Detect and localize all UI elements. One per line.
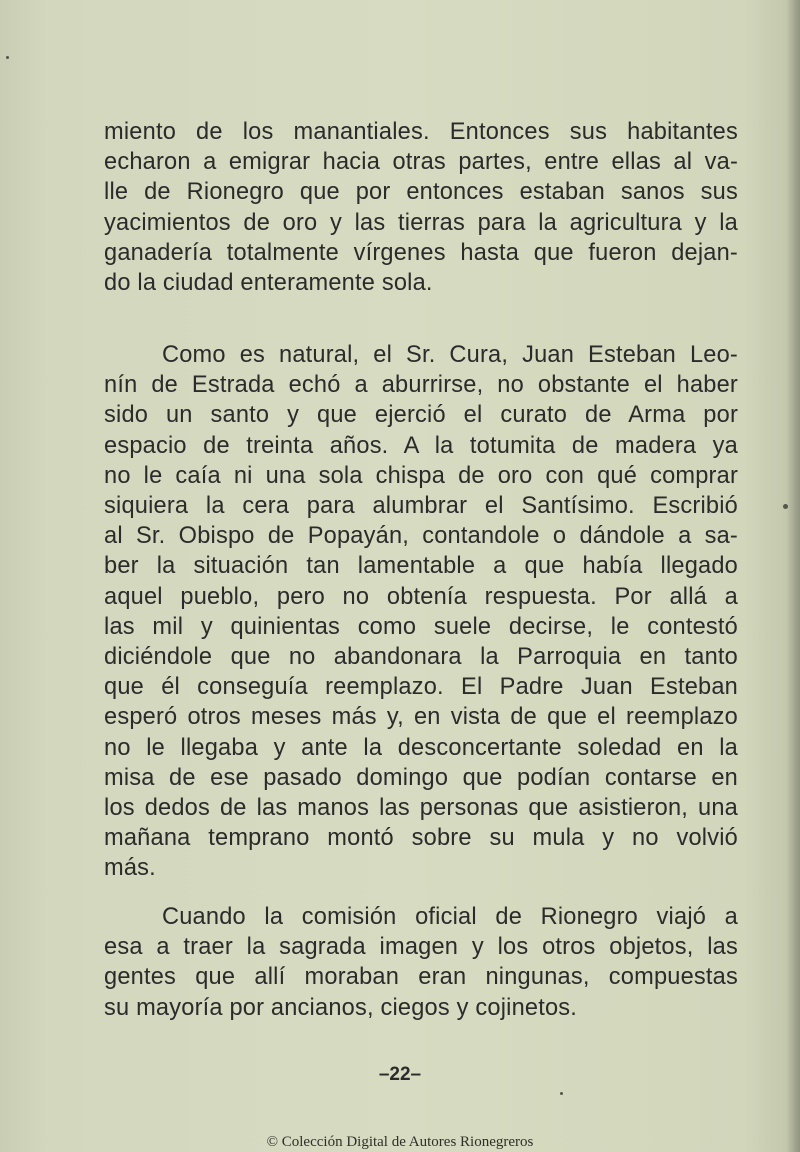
text-line: yacimientos de oro y las tierras para la agricultura y la (104, 209, 738, 236)
text-line: do la ciudad enteramente sola. (104, 270, 433, 297)
text-line: miento de los manantiales. Entonces sus habitantes (104, 119, 738, 145)
text-line: los dedos de las manos las personas que asistieron, una (104, 795, 738, 822)
text-line: ganadería totalmente vírgenes hasta que fueron dejan- (104, 239, 738, 266)
text-line: nín de Estrada echó a aburrirse, no obstante el haber (104, 372, 738, 399)
text-line: más. (104, 855, 156, 882)
ink-speck (560, 1092, 563, 1095)
paragraph-3 (104, 902, 738, 1023)
text-line: espacio de treinta años. A la totumita de madera ya (104, 432, 738, 459)
paragraph-1 (104, 117, 738, 298)
text-line: sido un santo y que ejerció el curato de Arma por (104, 402, 738, 429)
text-line: diciéndole que no abandonara la Parroquia en tanto (104, 644, 738, 671)
text-line: no le llegaba y ante la desconcertante soledad en la (104, 734, 738, 761)
text-line: al Sr. Obispo de Popayán, contandole o dándole a sa- (104, 523, 738, 550)
text-line: lle de Rionegro que por entonces estaban sanos sus (104, 179, 738, 206)
text-line: Cuando la comisión oficial de Rionegro viajó a (162, 904, 738, 930)
text-line: gentes que allí moraban eran ningunas, compuestas (104, 964, 738, 991)
text-line: esperó otros meses más y, en vista de que el reemplazo (104, 704, 738, 731)
paragraph-2 (104, 340, 738, 884)
text-line: siquiera la cera para alumbrar el Santísimo. Escribió (104, 493, 738, 520)
text-line: echaron a emigrar hacia otras partes, entre ellas al va- (104, 149, 738, 176)
text-line: aquel pueblo, pero no obtenía respuesta. Por allá a (104, 583, 738, 610)
text-line: ber la situación tan lamentable a que había llegado (104, 553, 738, 580)
ink-speck (6, 56, 9, 59)
page-number: –22– (378, 1064, 422, 1085)
text-line: que él conseguía reemplazo. El Padre Juan Esteban (104, 674, 738, 701)
ink-speck (783, 504, 788, 509)
text-line: Como es natural, el Sr. Cura, Juan Esteban Leo- (162, 342, 738, 368)
copyright-footer: © Colección Digital de Autores Rionegreros (266, 1134, 534, 1150)
text-line: misa de ese pasado domingo que podían contarse en (104, 764, 738, 791)
text-line: esa a traer la sagrada imagen y los otros objetos, las (104, 934, 738, 961)
text-line: mañana temprano montó sobre su mula y no volvió (104, 825, 738, 852)
text-line: su mayoría por ancianos, ciegos y cojinetos. (104, 994, 578, 1021)
text-line: no le caía ni una sola chispa de oro con qué comprar (104, 462, 738, 489)
text-line: las mil y quinientas como suele decirse, le contestó (104, 613, 738, 640)
